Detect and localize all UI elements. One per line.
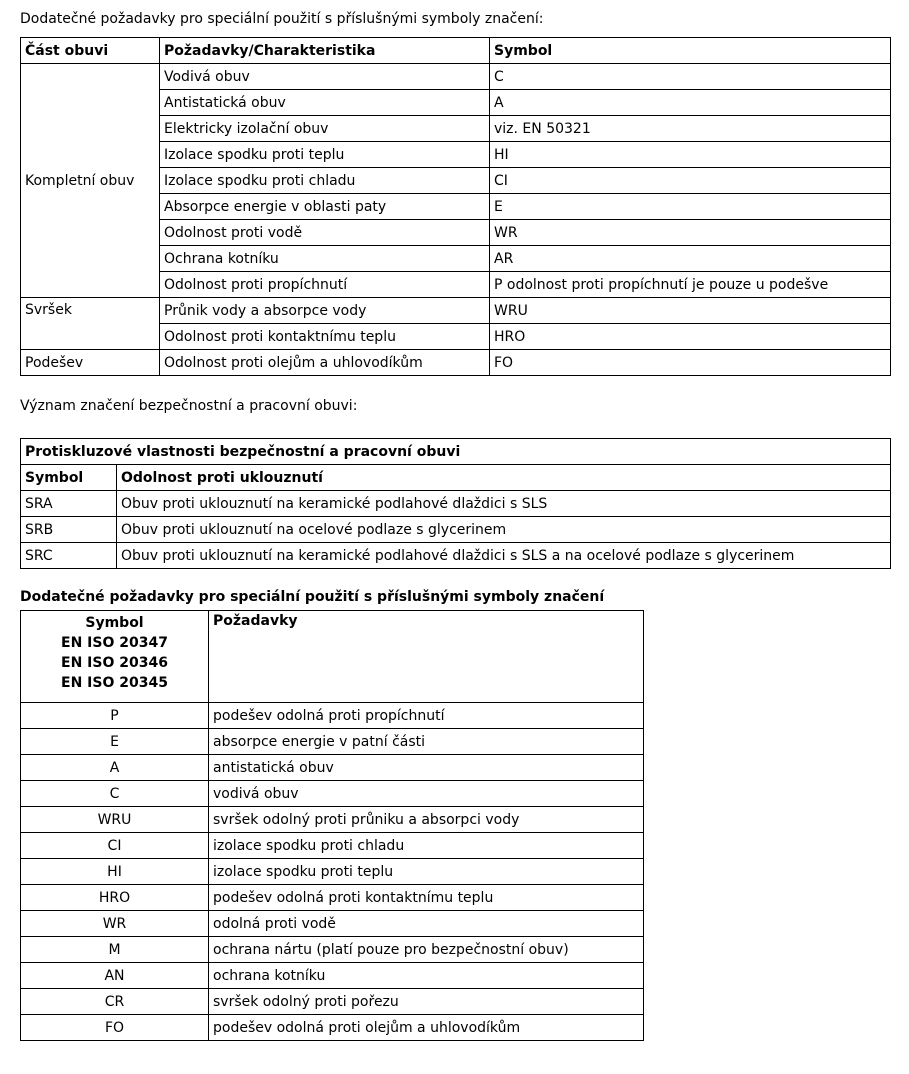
symbol-cell: HRO	[490, 324, 891, 350]
table-row	[21, 350, 891, 376]
standard-label: EN ISO 20347	[61, 635, 168, 651]
symbol-cell: C	[21, 781, 209, 807]
symbol-cell: CR	[21, 989, 209, 1015]
symbol-cell: CI	[21, 833, 209, 859]
requirement-cell: izolace spodku proti chladu	[209, 833, 644, 859]
requirement-cell: Odolnost proti vodě	[160, 220, 490, 246]
requirement-cell: podešev odolná proti kontaktnímu teplu	[209, 885, 644, 911]
column-header: Odolnost proti uklouznutí	[117, 465, 891, 491]
symbol-cell: M	[21, 937, 209, 963]
requirement-cell: svršek odolný proti pořezu	[209, 989, 644, 1015]
table-row	[21, 64, 891, 90]
table-row	[21, 1015, 644, 1041]
symbol-cell: AR	[490, 246, 891, 272]
symbol-cell: A	[490, 90, 891, 116]
requirement-cell: Ochrana kotníku	[160, 246, 490, 272]
slip-resistance-table	[20, 438, 891, 569]
column-header: Část obuvi	[21, 38, 160, 64]
table-row	[21, 807, 644, 833]
symbol-cell: WRU	[490, 298, 891, 324]
symbol-cell: CI	[490, 168, 891, 194]
description-cell: Obuv proti uklouznutí na keramické podlahové dlaždici s SLS a na ocelové podlaze s glycerinem	[117, 543, 891, 569]
meaning-intro-text: Význam značení bezpečnostní a pracovní obuvi:	[20, 398, 358, 414]
symbol-cell: A	[21, 755, 209, 781]
requirement-cell: ochrana nártu (platí pouze pro bezpečnostní obuv)	[209, 937, 644, 963]
requirement-cell: odolná proti vodě	[209, 911, 644, 937]
table-row	[21, 963, 644, 989]
symbol-header-cell	[21, 611, 209, 703]
requirement-cell: absorpce energie v patní části	[209, 729, 644, 755]
requirement-cell: antistatická obuv	[209, 755, 644, 781]
table-row	[21, 703, 644, 729]
table-row	[21, 543, 891, 569]
symbol-cell: SRB	[21, 517, 117, 543]
requirement-cell: Vodivá obuv	[160, 64, 490, 90]
symbol-cell: WRU	[21, 807, 209, 833]
requirement-cell: Absorpce energie v oblasti paty	[160, 194, 490, 220]
part-cell-complete-shoe: Kompletní obuv	[21, 64, 160, 298]
symbols-requirements-table	[20, 610, 644, 1041]
table-row	[21, 859, 644, 885]
description-cell: Obuv proti uklouznutí na ocelové podlaze s glycerinem	[117, 517, 891, 543]
symbol-cell: E	[490, 194, 891, 220]
symbol-cell: FO	[21, 1015, 209, 1041]
column-header: Požadavky/Charakteristika	[160, 38, 490, 64]
table-row	[21, 517, 891, 543]
symbol-cell: WR	[21, 911, 209, 937]
symbol-cell: HRO	[21, 885, 209, 911]
table-title: Protiskluzové vlastnosti bezpečnostní a pracovní obuvi	[21, 439, 891, 465]
requirement-cell: svršek odolný proti průniku a absorpci vody	[209, 807, 644, 833]
symbol-cell: C	[490, 64, 891, 90]
requirement-cell: Odolnost proti propíchnutí	[160, 272, 490, 298]
description-cell: Obuv proti uklouznutí na keramické podlahové dlaždici s SLS	[117, 491, 891, 517]
column-header: Požadavky	[209, 611, 644, 703]
requirement-cell: Izolace spodku proti teplu	[160, 142, 490, 168]
symbol-cell: E	[21, 729, 209, 755]
requirement-cell: podešev odolná proti olejům a uhlovodíkům	[209, 1015, 644, 1041]
standard-label: EN ISO 20346	[61, 655, 168, 671]
table-row	[21, 885, 644, 911]
column-header: Symbol	[21, 465, 117, 491]
symbol-cell: HI	[21, 859, 209, 885]
table-header-row	[21, 611, 644, 703]
requirement-cell: Elektricky izolační obuv	[160, 116, 490, 142]
standard-label: EN ISO 20345	[61, 675, 168, 691]
symbol-cell: FO	[490, 350, 891, 376]
symbol-cell: P	[21, 703, 209, 729]
symbol-cell: P odolnost proti propíchnutí je pouze u podešve	[490, 272, 891, 298]
table-header-row	[21, 38, 891, 64]
symbol-cell: AN	[21, 963, 209, 989]
requirement-cell: Antistatická obuv	[160, 90, 490, 116]
table-row	[21, 491, 891, 517]
requirement-cell: izolace spodku proti teplu	[209, 859, 644, 885]
symbol-cell: viz. EN 50321	[490, 116, 891, 142]
table-row	[21, 937, 644, 963]
table-title-row	[21, 439, 891, 465]
symbol-cell: SRA	[21, 491, 117, 517]
part-cell-upper: Svršek	[21, 298, 160, 350]
requirement-cell: Odolnost proti kontaktnímu teplu	[160, 324, 490, 350]
table-row	[21, 911, 644, 937]
column-header: Symbol	[490, 38, 891, 64]
table-row	[21, 298, 891, 324]
table-row	[21, 729, 644, 755]
marking-requirements-table	[20, 37, 891, 376]
table-row	[21, 833, 644, 859]
requirement-cell: Izolace spodku proti chladu	[160, 168, 490, 194]
requirement-cell: Průnik vody a absorpce vody	[160, 298, 490, 324]
symbol-cell: SRC	[21, 543, 117, 569]
requirement-cell: Odolnost proti olejům a uhlovodíkům	[160, 350, 490, 376]
table-row	[21, 781, 644, 807]
section-title: Dodatečné požadavky pro speciální použití s příslušnými symboly značení	[20, 589, 605, 605]
intro-text: Dodatečné požadavky pro speciální použití s příslušnými symboly značení:	[20, 11, 544, 27]
symbol-cell: WR	[490, 220, 891, 246]
table-header-row	[21, 465, 891, 491]
requirement-cell: vodivá obuv	[209, 781, 644, 807]
column-header: Symbol	[85, 615, 144, 631]
requirement-cell: ochrana kotníku	[209, 963, 644, 989]
table-row	[21, 989, 644, 1015]
part-cell-sole: Podešev	[21, 350, 160, 376]
requirement-cell: podešev odolná proti propíchnutí	[209, 703, 644, 729]
table-row	[21, 755, 644, 781]
symbol-cell: HI	[490, 142, 891, 168]
